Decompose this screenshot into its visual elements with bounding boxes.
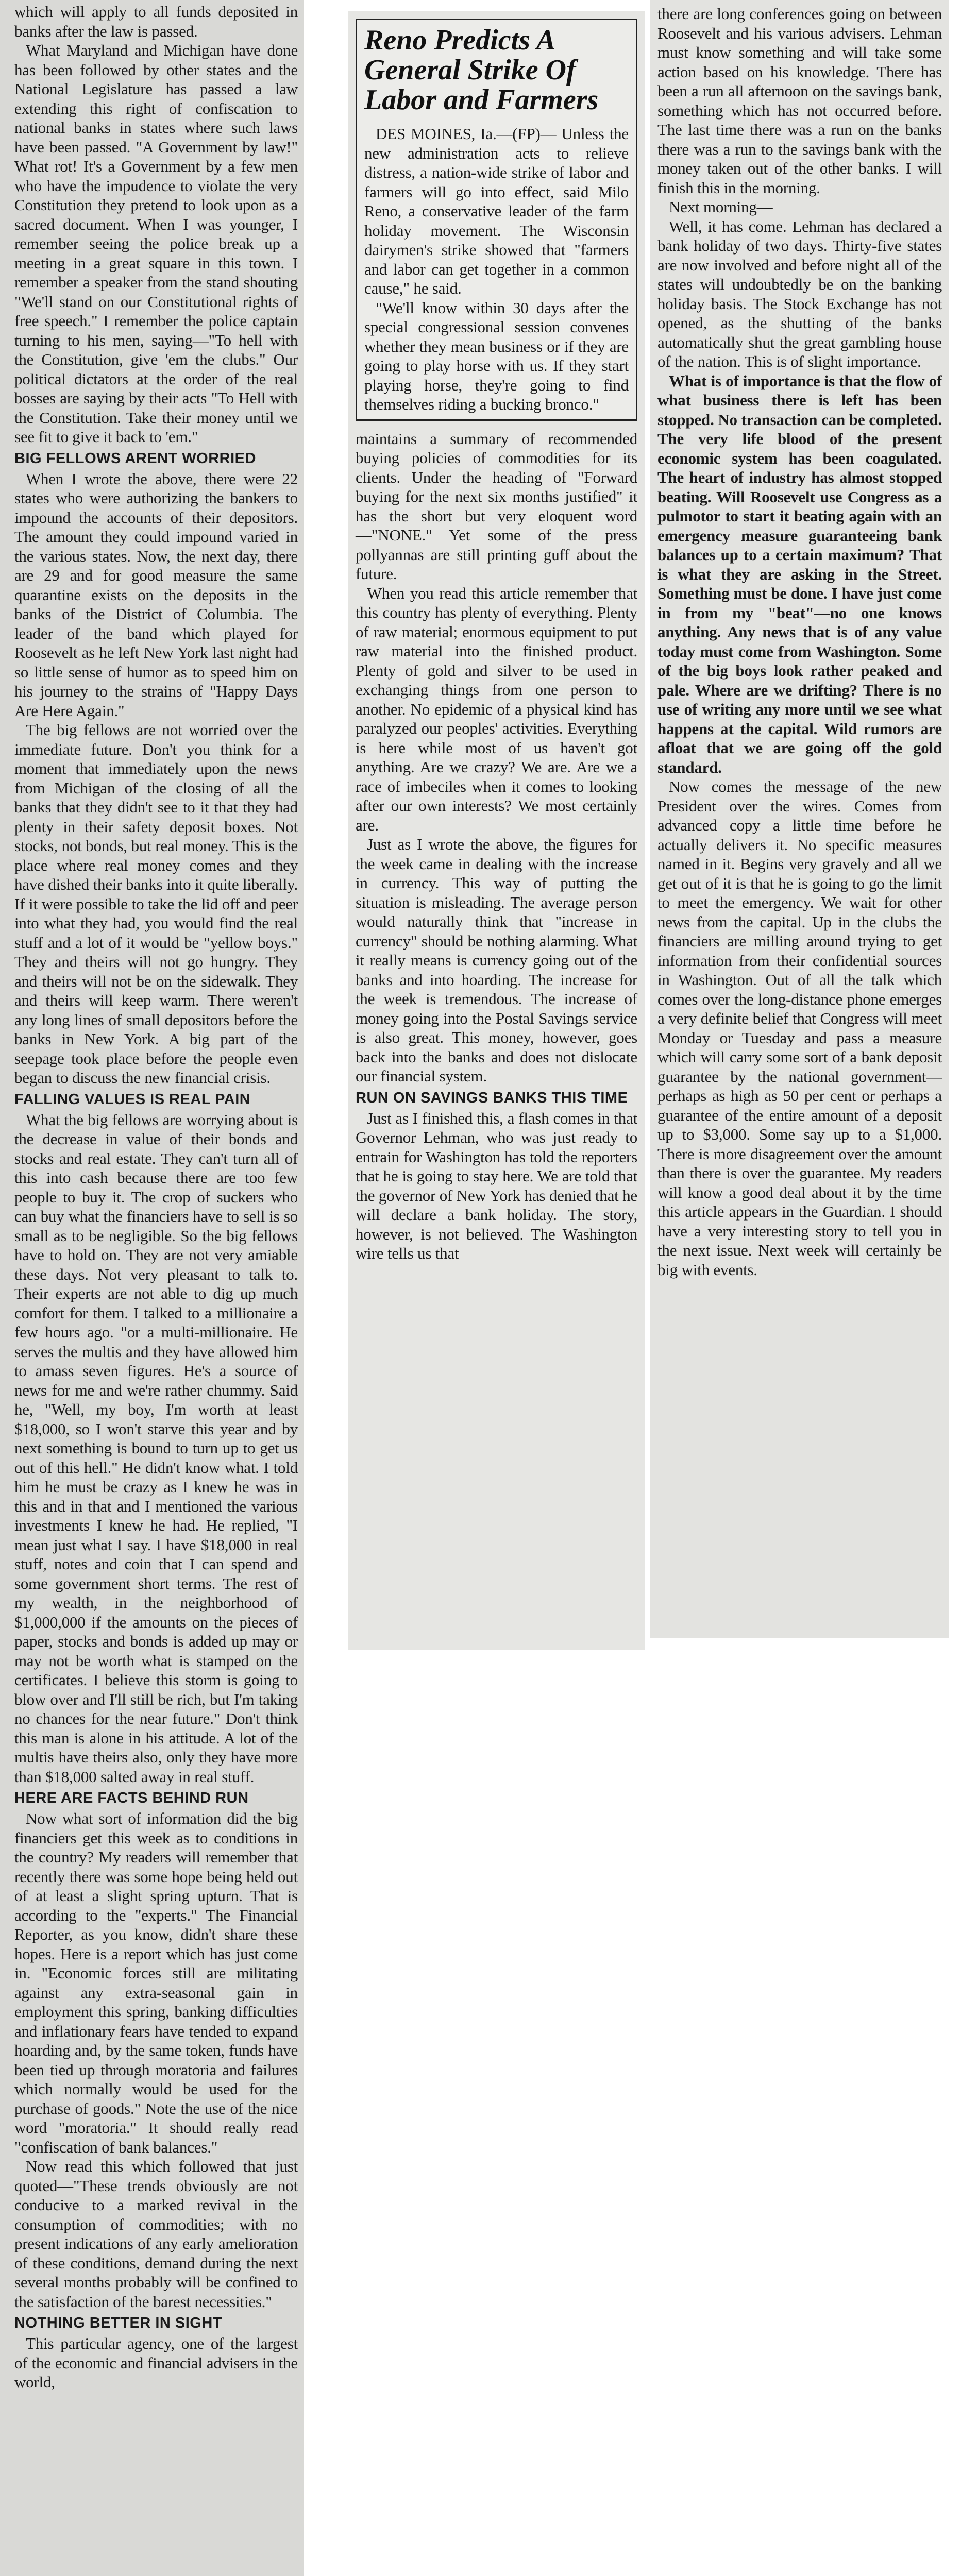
column-middle [348,11,645,1650]
subheading: NOTHING BETTER IN SIGHT [14,2315,222,2331]
paragraph: When I wrote the above, there were 22 states who were authorizing the bankers to impound the accounts of their depositors. The amount they could impound varied in the various states. Now, the next day, there are 29 and for good measure the same quarantine exists on the deposits in the banks of the District of Columbia. The leader of the band which played for Roosevelt as he left New York last night had so little sense of humor as to speed him on his journey to the strains of "Happy Days Are Here Again." [14,469,298,720]
paragraph: maintains a summary of recommended buying policies of commodities for its clients. Under the heading of "Forward buying for the next six months justified" it has the short but very eloquent word—"NONE." Yet some of the press pollyannas are still printing guff about the future. [356,429,637,583]
paragraph: Now read this which followed that just quoted—"These trends obviously are not conducive to a marked revival in the consumption of commodities; with no present indications of any early amelioration of these conditions, demand during the next several months probably will be confined to the satisfaction of the barest necessities." [14,2157,298,2311]
column-left [0,0,304,2576]
paragraph: The big fellows are not worried over the immediate future. Don't you think for a moment that immediately upon the news from Michigan of the closing of all the banks that they didn't see to it that they had plenty in their safety deposit boxes. Not stocks, not bonds, but real money. This is the place where real money comes and they have dished their banks into it quite liberally. If it were possible to take the lid off and peer into what they had, you would find the real stuff and a lot of it would be "yellow boys." They and theirs will not go hungry. They and theirs will not be on the sidewalk. They and theirs will keep warm. There weren't any long lines of small depositors before the banks in New York. A big part of the seepage took place before the people even began to discuss the new financial crisis. [14,721,298,1087]
paragraph: Next morning— [669,198,773,216]
paragraph: When you read this article remember that this country has plenty of everything. Plenty of raw material; enormous equipment to put raw material into the finished product. Plenty of gold and silver to be used in exchanging things from one person to another. No epidemic of a physical kind has paralyzed our peoples' activities. Everything is here while most of us haven't got anything. Are we crazy? We are. Are we a race of imbeciles when it comes to looking after our own interests? We most certainly are. [356,584,637,834]
paragraph: Now comes the message of the new President over the wires. Comes from advanced copy a little time before he actually delivers it. No specific measures named in it. Begins very gravely and all we get out of it is that he is going to go the limit to meet the emergency. We wait for other news from the capital. Up in the clubs the financiers are milling around trying to get information from their confidential sources in Washington. Out of all the talk which comes over the long-distance phone emerges a very definite belief that Congress will meet Monday or Tuesday and pass a measure which will carry some sort of a bank deposit guarantee by the national government—perhaps as high as 50 per cent or perhaps a guarantee of the entire amount of a deposit up to $3,000. Some say up to a $1,000. There is more disagreement over the amount than there is over the guarantee. My readers will know a good deal about it by the time this article appears in the Guardian. I should have a very interesting story to tell you in the next issue. Next week will certainly be big with events. [657,777,942,1279]
boxed-article [356,19,637,421]
subheading: RUN ON SAVINGS BANKS THIS TIME [356,1089,628,1106]
paragraph: What is of importance is that the flow of what business there is left has been stopped. No transaction can be completed. The very life blood of the present economic system has been coagulated. The heart of industry has almost stopped beating. Will Roosevelt use Congress as a pulmotor to start it beating again with an emergency measure guaranteeing bank balances up to a certain maximum? That is what they are asking in the Street. Something must be done. I have just come in from my "beat"—no one knows anything. Any news that is of any value today must come from Washington. Some of the big boys look rather peaked and pale. Where are we drifting? There is no use of writing any more until we see what happens at the capital. Wild rumors are afloat that we are going off the gold standard. [657,371,942,776]
subheading: BIG FELLOWS ARENT WORRIED [14,450,256,467]
paragraph: Well, it has come. Lehman has declared a bank holiday of two days. Thirty-five states are now involved and before night all of the states will undoubtedly be on the banking holiday basis. The Stock Exchange has not opened, as the shutting of the banks automatically shut the great gambling house of the nation. This is of slight importance. [657,217,942,370]
paragraph: there are long conferences going on between Roosevelt and his various advisers. Lehman must know something and will take some action based on his knowledge. There has been a run all afternoon on the savings bank, something which has not occurred before. The last time there was a run on the banks there was a run to the savings bank with the money taken out of the other banks. I will finish this in the morning. [657,5,942,197]
paragraph: Just as I finished this, a flash comes in that Governor Lehman, who was just ready to entrain for Washington has told the reporters that he is going to stay here. We are told that the governor of New York has denied that he will declare a bank holiday. The story, however, is not believed. The Washington wire tells us that [356,1109,637,1262]
paragraph: What Maryland and Michigan have done has been followed by other states and the National Legislature has passed a law extending this right of confiscation to national banks in states where such laws have been passed. "A Government by law!" What rot! It's a Government by a few men who have the impudence to violate the very Constitution they pretend to look upon as a sacred document. When I was younger, I remember seeing the police break up a meeting in a great square in this town. I remember a speaker from the stand shouting "We'll stand on our Constitutional rights of free speech." I remember the police captain turning to his men, saying—"To hell with the Constitution, give 'em the clubs." Our political dictators at the order of the real bosses are saying by their acts "To Hell with the Constitution. Take their money until we see fit to give it back to 'em." [14,41,298,446]
paragraph: What the big fellows are worrying about is the decrease in value of their bonds and stocks and real estate. They can't turn all of this into cash because there are too few people to buy it. The crop of suckers who can buy what the financiers have to sell is so small as to be negligible. So the big fellows have to hold on. They are not very amiable these days. Not very pleasant to talk to. Their experts are not able to dig up much comfort for them. I talked to a millionaire a few hours ago. "or a multi-millionaire. He serves the multis and they have allowed him to amass seven figures. He's a source of news for me and we're rather chummy. Said he, "Well, my boy, I'm worth at least $18,000, so I won't starve this year and by next something is bound to turn up to get us out of this hell." He didn't know what. I told him he must be crazy as I knew he was in this and in that and I mentioned the various investments I knew he had. He replied, "I mean just what I say. I have $18,000 in real stuff, notes and coin that I can spend and some government short terms. The rest of my wealth, in the neighborhood of $1,000,000 if the amounts on the pieces of paper, stocks and bonds is added up may or may not be worth what is stamped on the certificates. I believe this storm is going to blow over and I'll still be rich, but I'm taking no chances for the near future." Don't think this man is alone in his attitude. A lot of the multis have theirs also, only they have more than $18,000 salted away in real stuff. [14,1110,298,1786]
column-right [650,0,949,1638]
paragraph: Now what sort of information did the big financiers get this week as to conditions in the country? My readers will remember that recently there was some hope being held out of at least a slight spring upturn. That is according to the "experts." The Financial Reporter, as you know, didn't share these hopes. Here is a report which has just come in. "Economic forces still are militating against any extra-seasonal gain in employment this spring, banking difficulties and inflationary fears have tended to expand hoarding and, by the same token, funds have been tied up through moratoria and failures which normally would be used for the purchase of goods." Note the use of the nice word "moratoria." It should really read "confiscation of bank balances." [14,1809,298,2156]
paragraph: Just as I wrote the above, the figures for the week came in dealing with the increase in currency. This way of putting the situation is misleading. The average person would naturally think that "increase in currency" should be nothing alarming. What it really means is currency going out of the banks and into hoarding. The increase for the week is tremendous. The increase of money going into the Postal Savings service is also great. This money, however, goes back into the banks and does not dislocate our financial system. [356,835,637,1085]
paragraph: "We'll know within 30 days after the special congressional session convenes whether they mean business or if they are going to play horse with us. If they start playing horse, they're going to find themselves riding a bucking bronco." [364,298,629,413]
paragraph: This particular agency, one of the largest of the economic and financial advisers in the world, [14,2334,298,2391]
subheading: FALLING VALUES IS REAL PAIN [14,1091,251,1108]
subheading: HERE ARE FACTS BEHIND RUN [14,1790,249,1806]
paragraph: which will apply to all funds deposited in banks after the law is passed. [14,3,298,40]
article-headline: Reno Predicts A General Strike Of Labor and Farmers [364,24,599,116]
paragraph: DES MOINES, Ia.—(FP)— Unless the new administration acts to relieve distress, a nation-wide strike of labor and farmers will go into effect, said Milo Reno, a conservative leader of the farm holiday movement. The Wisconsin dairymen's strike showed that "farmers and labor can get together in a common cause," he said. [364,125,629,297]
